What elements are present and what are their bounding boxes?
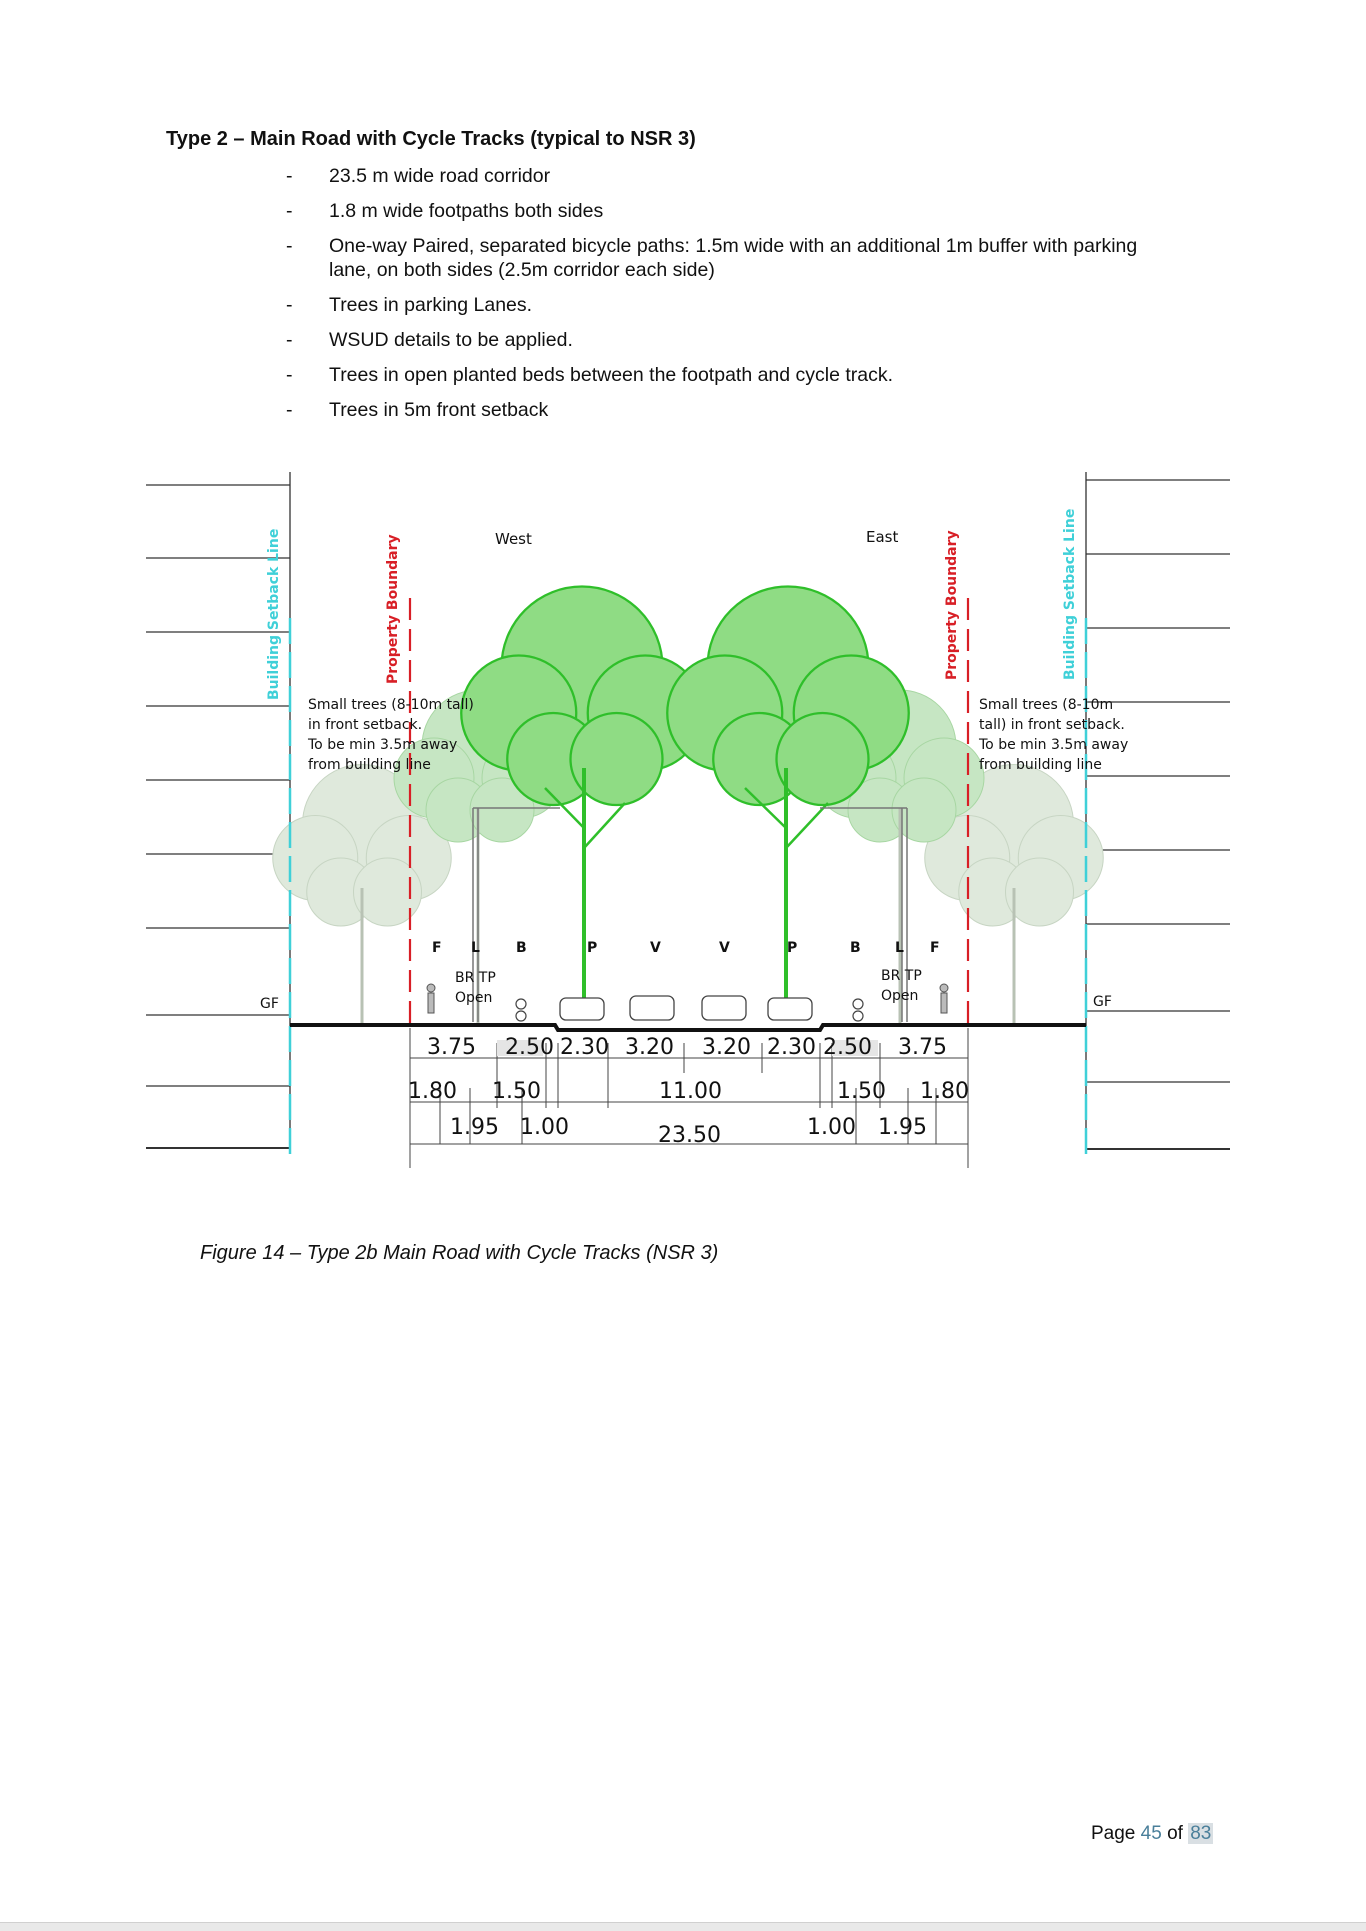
dimension-value: 1.50: [837, 1079, 886, 1104]
bullet-text: WSUD details to be applied.: [329, 329, 573, 351]
list-item: [286, 293, 1166, 317]
lane-letter: B: [516, 940, 527, 956]
open-label: Open: [455, 990, 493, 1006]
lane-letter: B: [850, 940, 861, 956]
dimension-row-1: [427, 1035, 947, 1060]
dimension-value: 2.50: [505, 1035, 554, 1060]
lane-letter: F: [432, 940, 442, 956]
street-trees: [461, 587, 909, 806]
left-note-line: in front setback.: [308, 717, 423, 733]
street-tree-trunks: [545, 768, 828, 1020]
bullet-marker: -: [286, 329, 293, 351]
page-total: 83: [1190, 1823, 1212, 1844]
left-note-line: To be min 3.5m away: [308, 737, 458, 753]
light-poles: [473, 808, 907, 1022]
list-item: [286, 164, 1166, 188]
left-note-line: from building line: [308, 757, 431, 773]
bullet-marker: -: [286, 165, 293, 187]
dimension-value: 3.20: [702, 1035, 751, 1060]
bullet-marker: -: [286, 200, 293, 222]
dimension-value: 2.30: [560, 1035, 609, 1060]
bullet-list: [286, 164, 1166, 433]
ground-line: [290, 1025, 1086, 1030]
dimension-value: 11.00: [659, 1079, 722, 1104]
lane-letters: [432, 940, 940, 956]
lane-letter: L: [471, 940, 480, 956]
bullet-marker: -: [286, 235, 293, 257]
right-building: [1086, 472, 1230, 1149]
br-tp-label: BR TP: [455, 970, 496, 986]
page-word: Page: [1091, 1823, 1136, 1844]
car-icon: [560, 996, 812, 1020]
dimension-value: 2.30: [767, 1035, 816, 1060]
open-label: Open: [881, 988, 919, 1004]
gf-label-left: GF: [260, 996, 279, 1012]
bullet-text: 1.8 m wide footpaths both sides: [329, 200, 604, 222]
right-note-line: Small trees (8-10m: [979, 697, 1114, 713]
dimension-value: 2.50: [823, 1035, 872, 1060]
page-number: 45: [1140, 1823, 1162, 1844]
right-note: [978, 697, 1128, 773]
figure-caption: Figure 14 – Type 2b Main Road with Cycle Tracks (NSR 3): [200, 1242, 719, 1264]
pedestrian-icon: [427, 984, 948, 1013]
bullet-text: Trees in parking Lanes.: [329, 294, 533, 316]
dimension-value: 1.00: [807, 1115, 856, 1140]
right-property-label: Property Boundary: [944, 530, 960, 680]
section-heading: Type 2 – Main Road with Cycle Tracks (typical to NSR 3): [166, 128, 696, 150]
right-note-line: To be min 3.5m away: [979, 737, 1129, 753]
page-bottom-edge: [0, 1922, 1366, 1931]
dimension-value: 3.20: [625, 1035, 674, 1060]
lane-letter: V: [650, 940, 661, 956]
dimension-hatches: [497, 1040, 878, 1056]
bullet-marker: -: [286, 294, 293, 316]
bullet-text: Trees in 5m front setback: [329, 399, 549, 421]
dimension-value: 1.50: [492, 1079, 541, 1104]
of-word: of: [1167, 1823, 1183, 1844]
bullet-marker: -: [286, 364, 293, 386]
bullet-text: 23.5 m wide road corridor: [329, 165, 551, 187]
bullet-marker: -: [286, 399, 293, 421]
list-item: [286, 234, 1166, 282]
dimension-value: 1.80: [920, 1079, 969, 1104]
dimension-value: 1.95: [878, 1115, 927, 1140]
lane-letter: L: [895, 940, 904, 956]
gf-label-right: GF: [1093, 994, 1112, 1010]
dimension-value: 3.75: [427, 1035, 476, 1060]
left-note-line: Small trees (8-10m tall): [308, 697, 474, 713]
east-label: East: [866, 528, 899, 546]
dimension-value: 1.95: [450, 1115, 499, 1140]
left-setback-label: Building Setback Line: [266, 528, 282, 700]
west-label: West: [495, 530, 532, 548]
br-tp-label: BR TP: [881, 968, 922, 984]
right-note-line: tall) in front setback.: [979, 717, 1125, 733]
lane-letter: P: [587, 940, 598, 956]
lane-letter: F: [930, 940, 940, 956]
list-item: [286, 199, 1166, 223]
street-section-drawing: [140, 468, 1236, 1180]
dimension-value: 1.80: [408, 1079, 457, 1104]
dimension-value: 3.75: [898, 1035, 947, 1060]
bullet-text: Trees in open planted beds between the footpath and cycle track.: [329, 364, 894, 386]
list-item: [286, 398, 1166, 422]
page-footer: [1091, 1823, 1213, 1845]
right-setback-label: Building Setback Line: [1062, 508, 1078, 680]
dimension-value: 1.00: [520, 1115, 569, 1140]
lane-letter: P: [787, 940, 798, 956]
list-item: [286, 328, 1166, 352]
dimension-value: 23.50: [658, 1123, 721, 1148]
left-property-label: Property Boundary: [385, 534, 401, 684]
bullet-text: One-way Paired, separated bicycle paths: 1.5m wide with an additional 1m buffer with parking lane, on both sides (2.5m corridor each side): [329, 235, 1138, 281]
right-note-line: from building line: [979, 757, 1102, 773]
list-item: [286, 363, 1166, 387]
lane-letter: V: [719, 940, 730, 956]
street-section-figure: [140, 468, 1236, 1180]
dimension-row-2: [408, 1079, 969, 1104]
